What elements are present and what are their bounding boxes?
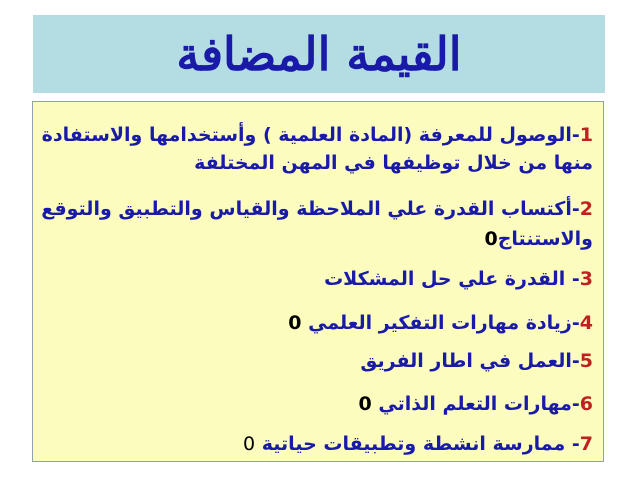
item-text: - ممارسة انشطة وتطبيقات حياتية [261, 433, 580, 455]
list-item-2 [41, 200, 593, 219]
list-item-4 [288, 314, 593, 333]
item-number: 6 [579, 393, 593, 415]
item-number: 5 [579, 350, 593, 372]
item-text: -أكتساب القدرة علي الملاحظة والقياس والتطبيق والتوقع [41, 198, 580, 220]
list-item-3 [324, 270, 593, 289]
list-item-1-continued [194, 154, 593, 173]
item-text: -مهارات التعلم الذاتي [378, 393, 580, 415]
item-suffix: 0 [484, 228, 498, 250]
list-item-7 [243, 435, 593, 454]
item-number: 2 [579, 198, 593, 220]
item-text: منها من خلال توظيفها في المهن المختلفة [194, 152, 593, 174]
item-number: 1 [579, 124, 593, 146]
title-band [33, 15, 605, 93]
item-text: -الوصول للمعرفة (المادة العلمية ) وأستخدامها والاستفادة [41, 124, 580, 146]
item-number: 7 [579, 433, 593, 455]
list-item-2-continued [485, 230, 594, 249]
item-suffix: 0 [288, 312, 302, 334]
item-suffix: 0 [243, 433, 256, 455]
item-text: -العمل في اطار الفريق [360, 350, 580, 372]
list-item-5 [360, 352, 593, 371]
item-text: - القدرة علي حل المشكلات [324, 268, 580, 290]
item-text: والاستنتاج [497, 228, 593, 250]
list-item-1 [42, 126, 593, 145]
content-box [32, 101, 604, 462]
list-item-6 [359, 395, 593, 414]
item-text: -زيادة مهارات التفكير العلمي [308, 312, 580, 334]
item-number: 4 [579, 312, 593, 334]
item-number: 3 [579, 268, 593, 290]
slide-title: القيمة المضافة [176, 27, 462, 81]
item-suffix: 0 [358, 393, 372, 415]
